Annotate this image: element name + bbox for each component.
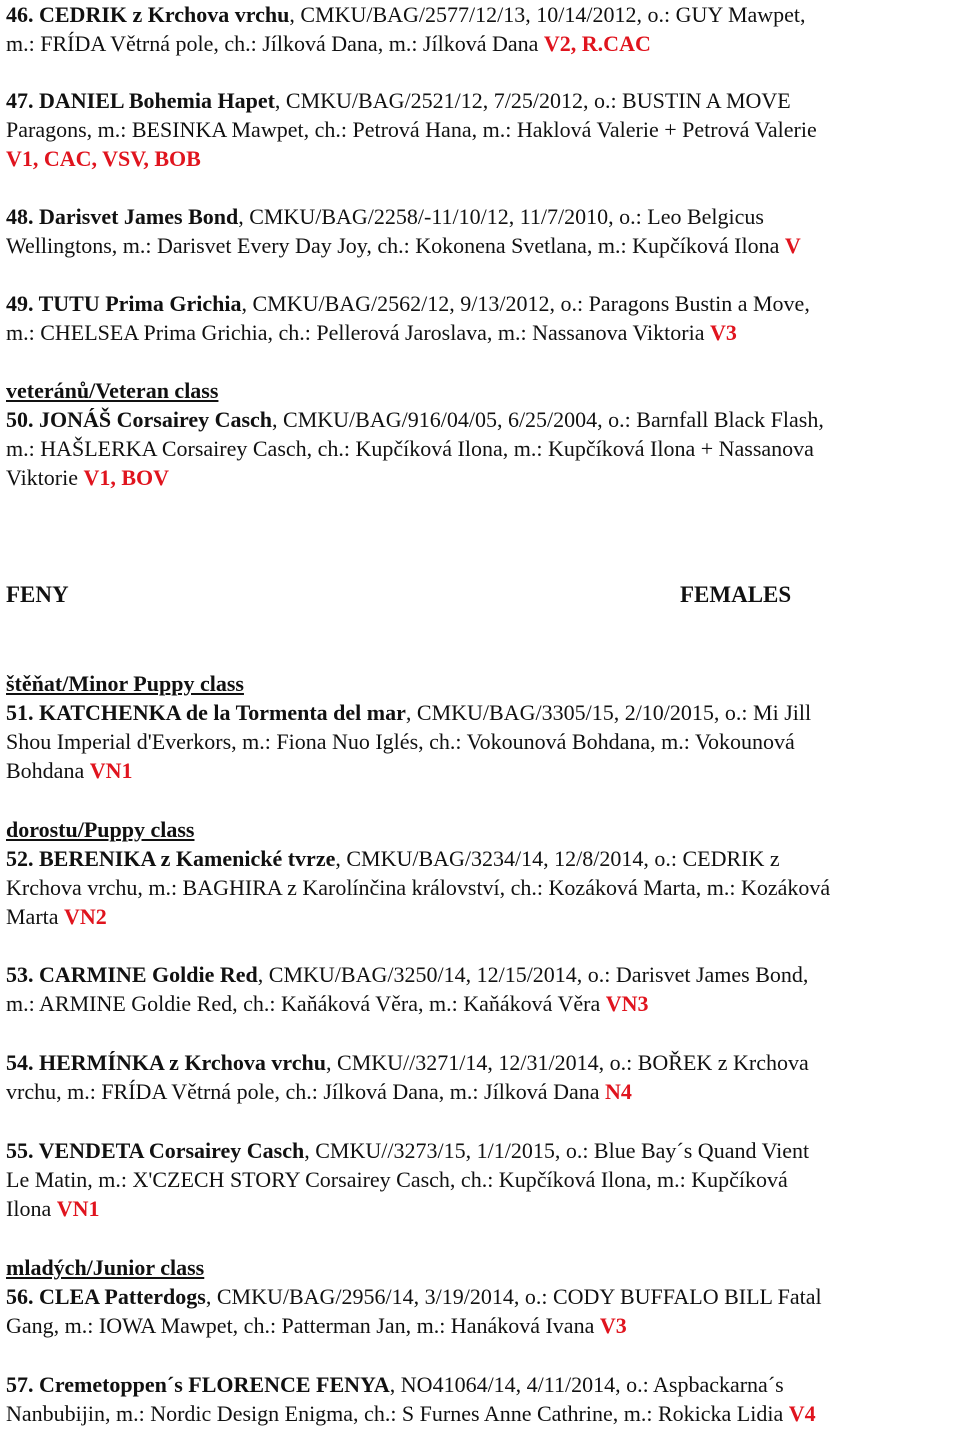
entry-54 xyxy=(6,1048,954,1106)
entry-number: 49. xyxy=(6,291,39,316)
entry-49 xyxy=(6,289,954,347)
entry-51 xyxy=(6,669,954,785)
dog-name: HERMÍNKA z Krchova vrchu xyxy=(39,1050,327,1075)
entry-details: , CMKU/BAG/2562/12, 9/13/2012, o.: Paragons Bustin a Move, xyxy=(241,291,810,316)
class-heading-minor-puppy: štěňat/Minor Puppy class xyxy=(6,671,244,696)
entry-details: vrchu, m.: FRÍDA Větrná pole, ch.: Jílková Dana, m.: Jílková Dana xyxy=(6,1079,605,1104)
dog-name: Cremetoppen´s FLORENCE FENYA xyxy=(39,1372,390,1397)
result-grade: V2, R.CAC xyxy=(543,31,651,56)
section-heading-feny: FENY xyxy=(6,582,69,607)
class-heading-junior: mladých/Junior class xyxy=(6,1255,205,1280)
dog-name: BERENIKA z Kamenické tvrze xyxy=(39,846,336,871)
entry-details: Ilona xyxy=(6,1196,57,1221)
entry-details: Gang, m.: IOWA Mawpet, ch.: Patterman Jan, m.: Hanáková Ivana xyxy=(6,1313,600,1338)
entry-details: , CMKU/BAG/2577/12/13, 10/14/2012, o.: GUY Mawpet, xyxy=(289,2,806,27)
class-heading-puppy: dorostu/Puppy class xyxy=(6,817,195,842)
result-grade: V1, BOV xyxy=(83,465,170,490)
entry-number: 48. xyxy=(6,204,39,229)
result-grade: VN1 xyxy=(89,758,133,783)
entry-details: Paragons, m.: BESINKA Mawpet, ch.: Petrová Hana, m.: Haklová Valerie + Petrová Valerie xyxy=(6,117,817,142)
result-grade: VN1 xyxy=(56,1196,100,1221)
entry-50 xyxy=(6,376,954,492)
entry-details: , NO41064/14, 4/11/2014, o.: Aspbackarna´s xyxy=(389,1372,784,1397)
entry-details: m.: CHELSEA Prima Grichia, ch.: Pellerová Jaroslava, m.: Nassanova Viktoria xyxy=(6,320,710,345)
result-grade: N4 xyxy=(604,1079,632,1104)
dog-name: TUTU Prima Grichia xyxy=(38,291,242,316)
result-grade: V1, CAC, VSV, BOB xyxy=(6,146,201,171)
class-heading-veteran: veteránů/Veteran class xyxy=(6,378,219,403)
entry-57 xyxy=(6,1370,954,1428)
entry-details: , CMKU/BAG/2521/12, 7/25/2012, o.: BUSTIN A MOVE xyxy=(274,88,791,113)
section-heading-females: FEMALES xyxy=(680,582,792,607)
entry-details: , CMKU/BAG/2258/-11/10/12, 11/7/2010, o.: Leo Belgicus xyxy=(238,204,764,229)
entry-details: Shou Imperial d'Everkors, m.: Fiona Nuo Iglés, ch.: Vokounová Bohdana, m.: Vokounová xyxy=(6,729,795,754)
entry-details: Marta xyxy=(6,904,65,929)
dog-name: CEDRIK z Krchova vrchu xyxy=(39,2,290,27)
entry-52 xyxy=(6,815,954,931)
entry-details: Bohdana xyxy=(6,758,90,783)
entry-number: 53. xyxy=(6,962,39,987)
entry-number: 52. xyxy=(6,846,39,871)
entry-details: Le Matin, m.: X'CZECH STORY Corsairey Casch, ch.: Kupčíková Ilona, m.: Kupčíková xyxy=(6,1167,788,1192)
entry-details: , CMKU//3273/15, 1/1/2015, o.: Blue Bay´s Quand Vient xyxy=(304,1138,810,1163)
entry-details: Nanbubijin, m.: Nordic Design Enigma, ch.: S Furnes Anne Cathrine, m.: Rokicka Lidia xyxy=(6,1401,789,1426)
entry-46 xyxy=(6,0,954,58)
entry-number: 50. xyxy=(6,407,39,432)
entry-details: m.: FRÍDA Větrná pole, ch.: Jílková Dana, m.: Jílková Dana xyxy=(6,31,544,56)
entry-details: , CMKU/BAG/916/04/05, 6/25/2004, o.: Barnfall Black Flash, xyxy=(272,407,824,432)
entry-55 xyxy=(6,1136,954,1223)
entry-details: Wellingtons, m.: Darisvet Every Day Joy, ch.: Kokonena Svetlana, m.: Kupčíková Ilona xyxy=(6,233,785,258)
entry-details: m.: ARMINE Goldie Red, ch.: Kaňáková Věra, m.: Kaňáková Věra xyxy=(6,991,606,1016)
entry-number: 56. xyxy=(6,1284,39,1309)
entry-details: Krchova vrchu, m.: BAGHIRA z Karolínčina království, ch.: Kozáková Marta, m.: Kozáková xyxy=(6,875,831,900)
entry-details: , CMKU//3271/14, 12/31/2014, o.: BOŘEK z Krchova xyxy=(326,1050,809,1075)
entry-number: 46. xyxy=(6,2,39,27)
entry-56 xyxy=(6,1253,954,1340)
dog-name: JONÁŠ Corsairey Casch xyxy=(39,407,273,432)
dog-name: KATCHENKA de la Tormenta del mar xyxy=(39,700,406,725)
entry-details: Viktorie xyxy=(6,465,84,490)
dog-name: DANIEL Bohemia Hapet xyxy=(39,88,275,113)
entry-number: 47. xyxy=(6,88,39,113)
dog-name: CARMINE Goldie Red xyxy=(39,962,258,987)
entry-number: 51. xyxy=(6,700,39,725)
entry-details: , CMKU/BAG/3250/14, 12/15/2014, o.: Darisvet James Bond, xyxy=(257,962,809,987)
entry-details: , CMKU/BAG/2956/14, 3/19/2014, o.: CODY BUFFALO BILL Fatal xyxy=(205,1284,822,1309)
entry-47 xyxy=(6,86,954,173)
entry-53 xyxy=(6,960,954,1018)
result-grade: VN3 xyxy=(605,991,649,1016)
entry-number: 54. xyxy=(6,1050,39,1075)
result-grade: VN2 xyxy=(64,904,107,929)
dog-name: CLEA Patterdogs xyxy=(39,1284,206,1309)
dog-name: Darisvet James Bond xyxy=(39,204,239,229)
result-grade: V xyxy=(784,233,801,258)
entry-48 xyxy=(6,202,954,260)
entry-number: 55. xyxy=(6,1138,39,1163)
entry-details: , CMKU/BAG/3234/14, 12/8/2014, o.: CEDRIK z xyxy=(335,846,780,871)
result-grade: V3 xyxy=(709,320,737,345)
entry-details: m.: HAŠLERKA Corsairey Casch, ch.: Kupčíková Ilona, m.: Kupčíková Ilona + Nassanova xyxy=(6,436,814,461)
result-grade: V3 xyxy=(599,1313,627,1338)
entry-details: , CMKU/BAG/3305/15, 2/10/2015, o.: Mi Jill xyxy=(405,700,812,725)
dog-name: VENDETA Corsairey Casch xyxy=(38,1138,305,1163)
result-grade: V4 xyxy=(788,1401,816,1426)
entry-number: 57. xyxy=(6,1372,39,1397)
